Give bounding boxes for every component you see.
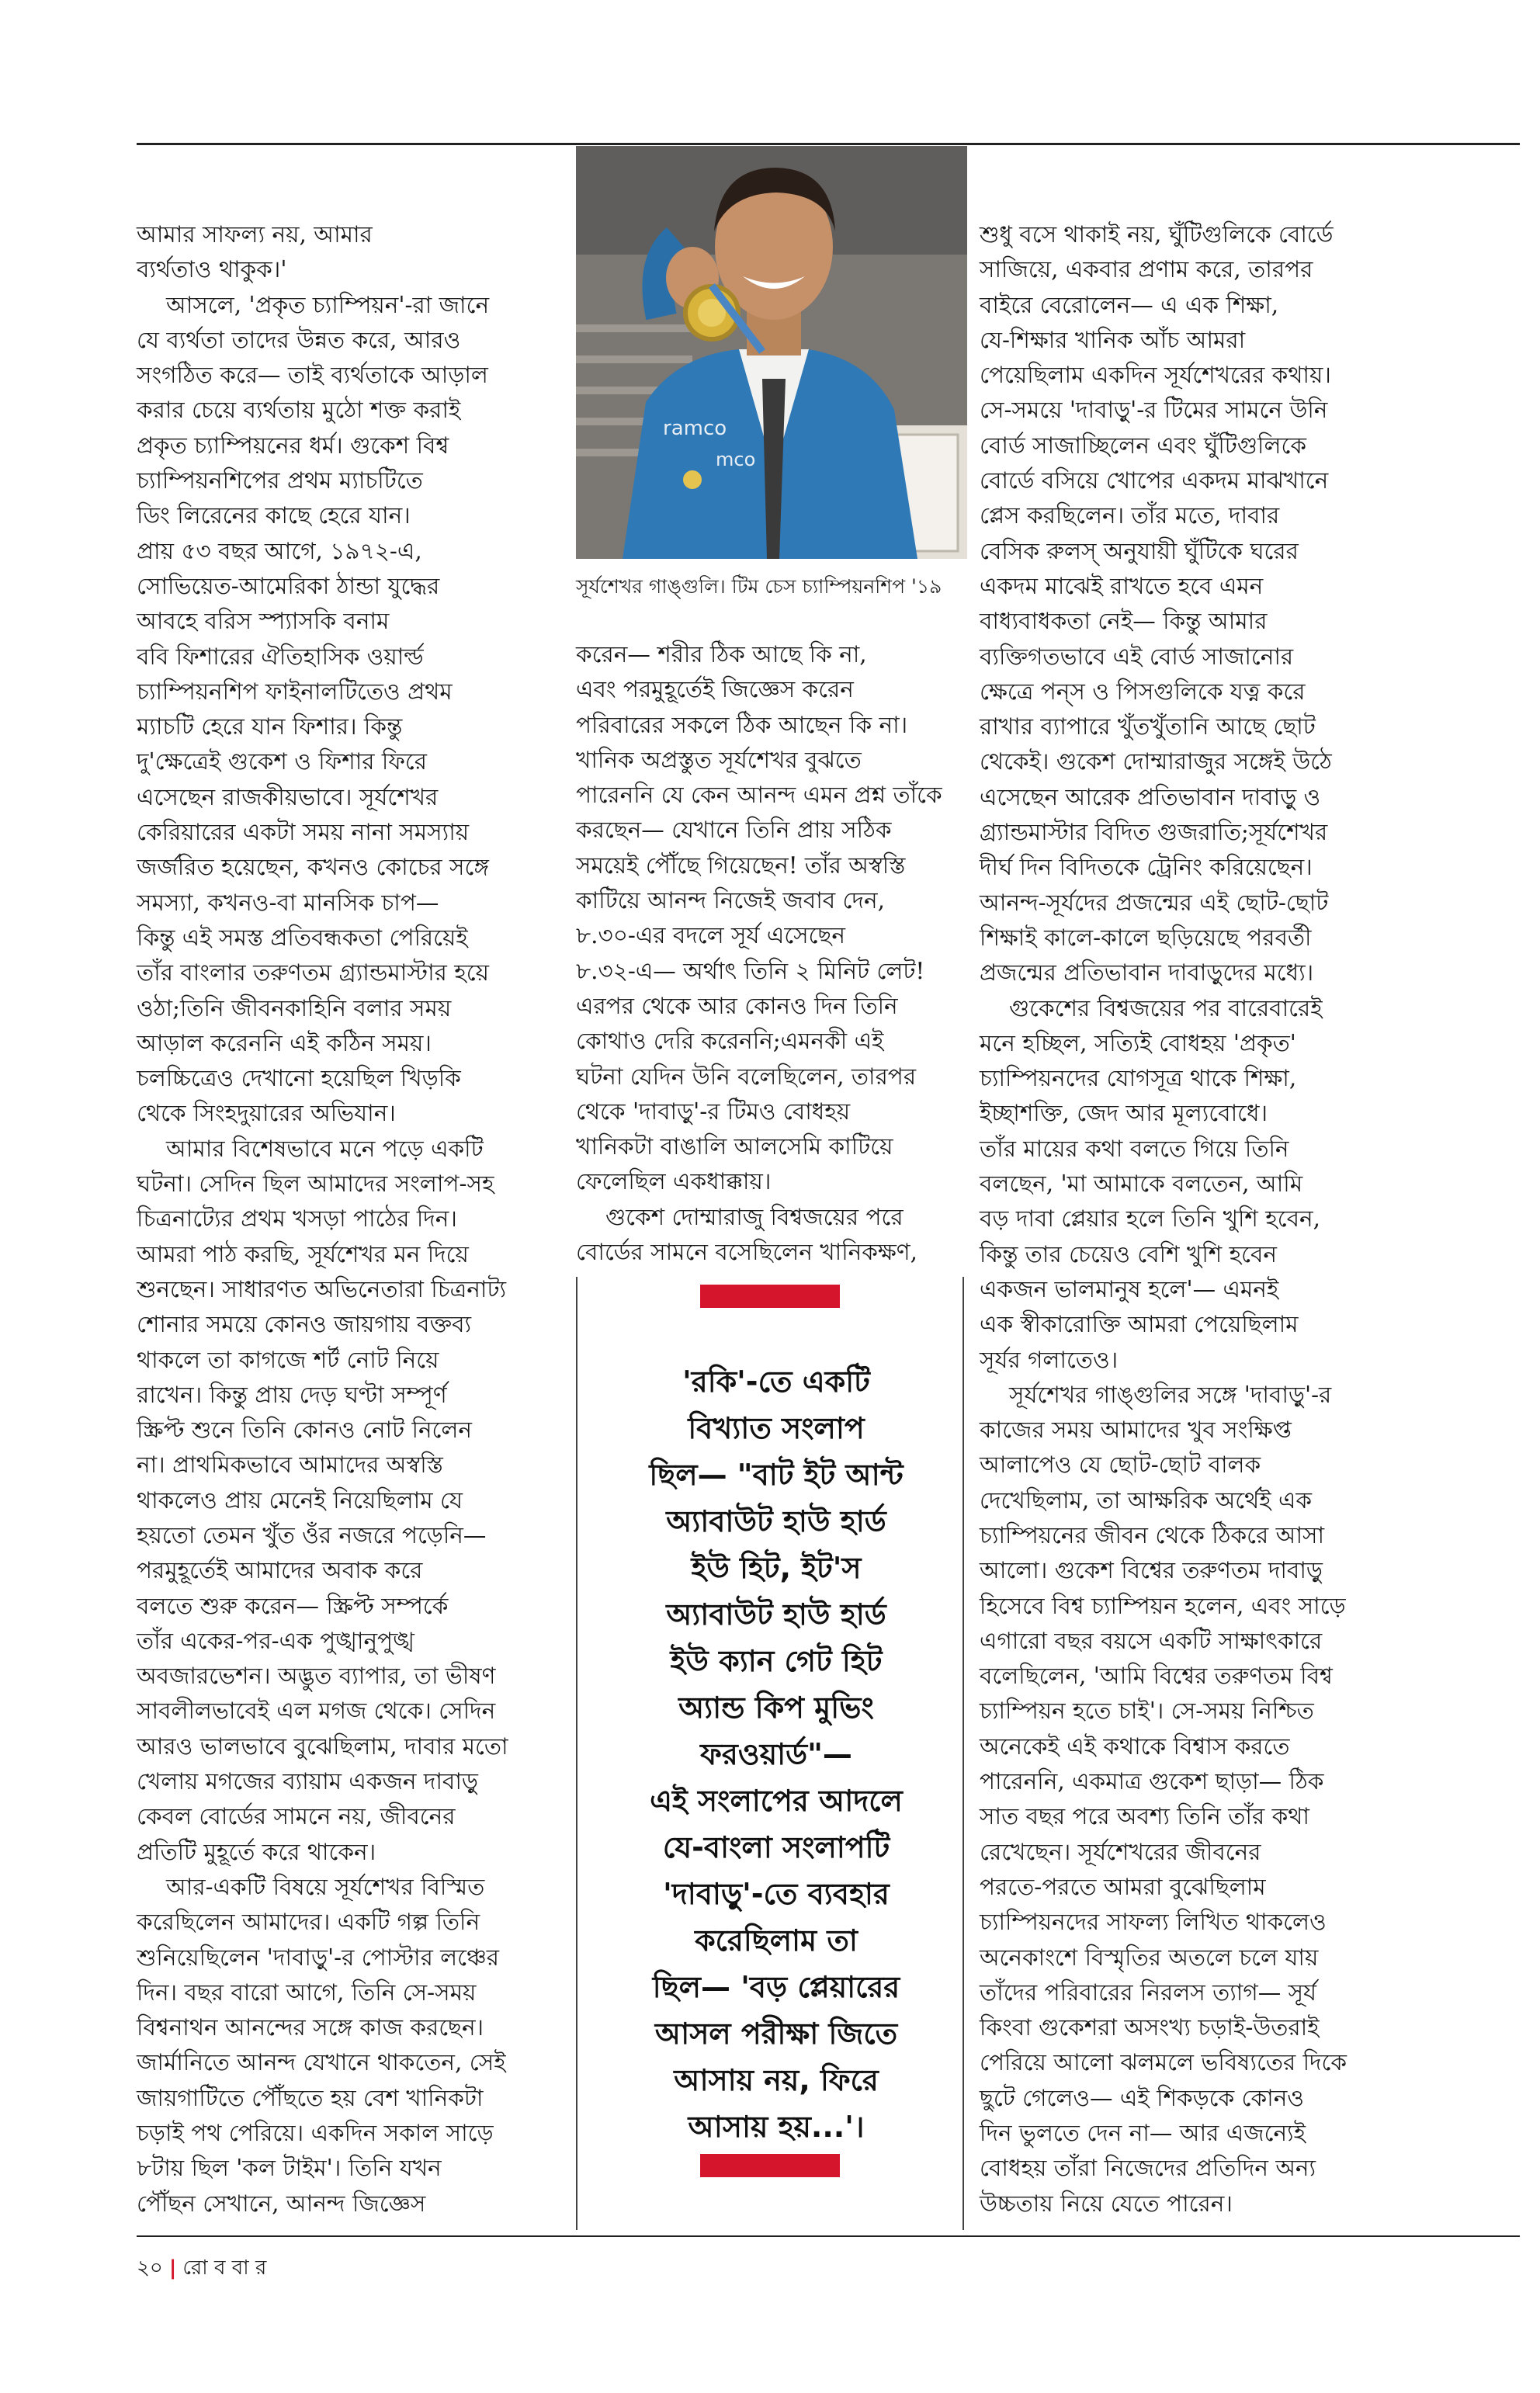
pullquote-line: এই সংলাপের আদলে — [650, 1784, 903, 1818]
text-line: কেবল বোর্ডের সামনে নয়, জীবনের — [137, 1803, 456, 1830]
text-line: এসেছেন রাজকীয়ভাবে। সূর্যশেখর — [137, 783, 439, 810]
photo-caption: সূর্যশেখর গাঙ্গুলি। টিম চেস চ্যাম্পিয়নশিপ '১৯ — [576, 575, 942, 598]
paragraph — [137, 217, 571, 288]
text-line: খানিক অপ্রস্তুত সূর্যশেখর বুঝতে — [576, 746, 862, 773]
pullquote-line: অ্যাবাউট হাউ হার্ড — [666, 1504, 886, 1538]
text-line: আসলে, 'প্রকৃত চ্যাম্পিয়ন'-রা জানে — [166, 291, 490, 318]
text-line: করেছিলেন আমাদের। একটি গল্প তিনি — [137, 1909, 480, 1936]
paragraph — [980, 991, 1414, 1378]
text-line: কাজের সময় আমাদের খুব সংক্ষিপ্ত — [980, 1417, 1292, 1444]
text-line: বাধ্যবাধকতা নেই— কিন্তু আমার — [980, 608, 1268, 635]
text-line: রাখার ব্যাপারে খুঁতখুঁতানি আছে ছোট — [980, 713, 1316, 740]
text-line: সাজিয়ে, একবার প্রণাম করে, তারপর — [980, 256, 1313, 283]
text-line: ডিং লিরেনের কাছে হেরে যান। — [137, 502, 411, 529]
text-line: বোর্ড সাজাচ্ছিলেন এবং ঘুঁটিগুলিকে — [980, 432, 1306, 459]
text-line: দেখেছিলাম, তা আক্ষরিক অর্থেই এক — [980, 1486, 1313, 1514]
text-line: তাঁর একের-পর-এক পুঙ্খানুপুঙ্খ — [137, 1627, 414, 1654]
text-line: কিন্তু তার চেয়েও বেশি খুশি হবেন — [980, 1240, 1277, 1268]
text-line: আর-একটি বিষয়ে সূর্যশেখর বিস্মিত — [166, 1873, 485, 1900]
text-line: কেরিয়ারের একটা সময় নানা সমস্যায় — [137, 819, 470, 846]
text-line: চিত্রনাট্যের প্রথম খসড়া পাঠের দিন। — [137, 1205, 457, 1233]
pullquote-line: 'রকি'-তে একটি — [682, 1365, 870, 1399]
text-line: দিন ভুলতে দেন না— আর এজন্যেই — [980, 2120, 1306, 2147]
text-line: খেলায় মগজের ব্যায়াম একজন দাবাড়ু — [137, 1768, 478, 1795]
text-line: ব্যর্থতাও থাকুক।' — [137, 256, 287, 283]
text-line: থাকলে তা কাগজে শর্ট নোট নিয়ে — [137, 1346, 439, 1373]
text-line: অবজারভেশন। অদ্ভুত ব্যাপার, তা ভীষণ — [137, 1663, 496, 1690]
text-line: চড়াই পথ পেরিয়ে। একদিন সকাল সাড়ে — [137, 2120, 494, 2147]
paragraph — [137, 1870, 571, 2221]
text-line: ম্যাচটি হেরে যান ফিশার। কিন্তু — [137, 713, 403, 740]
pullquote-line: আসায় হয়...'। — [688, 2110, 865, 2144]
text-line: ৮টায় ছিল 'কল টাইম'। তিনি যখন — [137, 2155, 442, 2182]
pullquote-line: ছিল— "বাট ইট আন্ট — [649, 1458, 904, 1492]
magazine-name: রো ব বা র — [182, 2256, 267, 2280]
text-line: অনেকেই এই কথাকে বিশ্বাস করতে — [980, 1732, 1290, 1760]
text-line: স্ক্রিপ্ট শুনে তিনি কোনও নোট নিলেন — [137, 1417, 472, 1444]
text-line: তাঁর মায়ের কথা বলতে গিয়ে তিনি — [980, 1135, 1289, 1162]
pullquote-line: করেছিলাম তা — [695, 1923, 858, 1958]
text-line: আমার সাফল্য নয়, আমার — [137, 221, 373, 248]
text-line: বোর্ডের সামনে বসেছিলেন খানিকক্ষণ, — [576, 1239, 917, 1266]
text-line: আড়াল করেননি এই কঠিন সময়। — [137, 1029, 432, 1056]
text-line: বিশ্বনাথন আনন্দের সঙ্গে কাজ করছেন। — [137, 2014, 484, 2041]
text-line: শোনার সময়ে কোনও জায়গায় বক্তব্য — [137, 1311, 472, 1338]
text-line: পারেননি যে কেন আনন্দ এমন প্রশ্ন তাঁকে — [576, 782, 942, 809]
text-line: হয়তো তেমন খুঁত ওঁর নজরে পড়েনি— — [137, 1521, 487, 1549]
text-line: পেয়েছিলাম একদিন সূর্যশেখরের কথায়। — [980, 362, 1331, 389]
jacket-logo-text: ramco — [663, 417, 727, 440]
text-line: চ্যাম্পিয়নদের যোগসূত্র থাকে শিক্ষা, — [980, 1065, 1297, 1092]
text-line: শিক্ষাই কালে-কালে ছড়িয়েছে পরবর্তী — [980, 924, 1312, 951]
pullquote-bottom-bar — [700, 2154, 840, 2177]
text-line: সময়েই পৌঁছে গিয়েছেন! তাঁর অস্বস্তি — [576, 851, 906, 879]
text-line: থেকে সিংহদুয়ারের অভিযান। — [137, 1100, 396, 1127]
text-line: থেকেই। গুকেশ দোম্মারাজুর সঙ্গেই উঠে — [980, 748, 1332, 775]
text-line: গুকেশের বিশ্বজয়ের পর বারেবারেই — [1009, 994, 1323, 1021]
text-line: প্রায় ৫৩ বছর আগে, ১৯৭২-এ, — [137, 537, 422, 564]
text-line: এবং পরমুহূর্তেই জিজ্ঞেস করেন — [576, 676, 854, 703]
text-line: আলো। গুকেশ বিশ্বের তরুণতম দাবাড়ু — [980, 1557, 1323, 1584]
text-line: সমস্যা, কখনও-বা মানসিক চাপ— — [137, 889, 439, 916]
text-line: ঘটনা যেদিন উনি বলেছিলেন, তারপর — [576, 1063, 917, 1090]
text-line: তাঁদের পরিবারের নিরলস ত্যাগ— সূর্য — [980, 1979, 1317, 2006]
text-line: থেকে 'দাবাড়ু'-র টিমও বোধহয় — [576, 1098, 851, 1125]
text-line: কাটিয়ে আনন্দ নিজেই জবাব দেন, — [576, 887, 886, 914]
text-line: প্রতিটি মুহূর্তে করে থাকেন। — [137, 1838, 376, 1865]
pullquote-line: ইউ ক্যান গেট হিট — [670, 1644, 883, 1678]
text-line: আমরা পাঠ করছি, সূর্যশেখর মন দিয়ে — [137, 1240, 469, 1268]
pullquote-line: ইউ হিট, ইট'স — [691, 1551, 862, 1585]
article-photo — [576, 146, 967, 559]
article-column-1 — [137, 217, 571, 2221]
text-line: যে-শিক্ষার খানিক আঁচ আমরা — [980, 326, 1246, 353]
text-line: আবহে বরিস স্প্যাসকি বনাম — [137, 608, 390, 635]
text-line: চ্যাম্পিয়নের জীবন থেকে ঠিকরে আসা — [980, 1521, 1325, 1549]
text-line: পরিবারের সকলে ঠিক আছেন কি না। — [576, 711, 908, 738]
text-line: দীর্ঘ দিন বিদিতকে ট্রেনিং করিয়েছেন। — [980, 854, 1313, 881]
text-line: চলচ্চিত্রেও দেখানো হয়েছিল খিড়কি — [137, 1065, 461, 1092]
text-line: পারেননি, একমাত্র গুকেশ ছাড়া— ঠিক — [980, 1768, 1324, 1795]
text-line: এসেছেন আরেক প্রতিভাবান দাবাড়ু ও — [980, 783, 1321, 810]
text-line: বড় দাবা প্লেয়ার হলে তিনি খুশি হবেন, — [980, 1205, 1321, 1233]
text-line: চ্যাম্পিয়নদের সাফল্য লিখিত থাকলেও — [980, 1909, 1327, 1936]
pullquote-top-bar — [700, 1285, 840, 1308]
paragraph — [576, 637, 964, 1200]
text-line: বলেছিলেন, 'আমি বিশ্বের তরুণতম বিশ্ব — [980, 1663, 1333, 1690]
text-line: চ্যাম্পিয়ন হতে চাই'। সে-সময় নিশ্চিত — [980, 1698, 1314, 1725]
text-line: আলাপেও যে ছোট-ছোট বালক — [980, 1451, 1261, 1479]
text-line: বোধহয় তাঁরা নিজেদের প্রতিদিন অন্য — [980, 2155, 1316, 2182]
text-line: চ্যাম্পিয়নশিপের প্রথম ম্যাচটিতে — [137, 467, 423, 494]
pullquote — [582, 1358, 970, 2150]
text-line: করেন— শরীর ঠিক আছে কি না, — [576, 641, 867, 668]
text-line: আনন্দ-সূর্যদের প্রজন্মের এই ছোট-ছোট — [980, 889, 1329, 916]
text-line: না। প্রাথমিকভাবে আমাদের অস্বস্তি — [137, 1451, 443, 1479]
text-line: রাখেন। কিন্তু প্রায় দেড় ঘণ্টা সম্পূর্ণ — [137, 1381, 447, 1408]
text-line: হিসেবে বিশ্ব চ্যাম্পিয়ন হলেন, এবং সাড়ে — [980, 1592, 1346, 1619]
text-line: আরও ভালভাবে বুঝেছিলাম, দাবার মতো — [137, 1732, 508, 1760]
text-line: সূর্যর গলাতেও। — [980, 1346, 1119, 1373]
text-line: চ্যাম্পিয়নশিপ ফাইনালটিতেও প্রথম — [137, 678, 453, 705]
text-line: ব্যক্তিগতভাবে এই বোর্ড সাজানোর — [980, 643, 1294, 670]
text-line: এগারো বছর বয়সে একটি সাক্ষাৎকারে — [980, 1627, 1323, 1654]
text-line: এক স্বীকারোক্তি আমরা পেয়েছিলাম — [980, 1311, 1299, 1338]
text-line: মনে হচ্ছিল, সত্যিই বোধহয় 'প্রকৃত' — [980, 1029, 1296, 1056]
text-line: ইচ্ছাশক্তি, জেদ আর মূল্যবোধে। — [980, 1100, 1268, 1127]
text-line: শুধু বসে থাকাই নয়, ঘুঁটিগুলিকে বোর্ডে — [980, 221, 1334, 248]
paragraph — [137, 288, 571, 1132]
text-line: বেসিক রুলস্ অনুযায়ী ঘুঁটিকে ঘরের — [980, 537, 1299, 564]
text-line: শুনছেন। সাধারণত অভিনেতারা চিত্রনাট্য — [137, 1275, 507, 1302]
text-line: একদম মাঝেই রাখতে হবে এমন — [980, 572, 1264, 599]
text-line: ক্ষেত্রে পন্‌স ও পিসগুলিকে যত্ন করে — [980, 678, 1306, 705]
text-line: সূর্যশেখর গাঙ্গুলির সঙ্গে 'দাবাড়ু'-র — [1009, 1381, 1332, 1408]
pullquote-line: ফরওয়ার্ড"— — [700, 1737, 852, 1771]
text-line: শুনিয়েছিলেন 'দাবাড়ু'-র পোস্টার লঞ্চের — [137, 1944, 500, 1971]
text-line: কিংবা গুকেশরা অসংখ্য চড়াই-উতরাই — [980, 2014, 1320, 2041]
text-line: আমার বিশেষভাবে মনে পড়ে একটি — [166, 1135, 484, 1162]
text-line: কিন্তু এই সমস্ত প্রতিবন্ধকতা পেরিয়েই — [137, 924, 468, 951]
text-line: ববি ফিশারের ঐতিহাসিক ওয়ার্ল্ড — [137, 643, 424, 670]
text-line: অনেকাংশে বিস্মৃতির অতলে চলে যায় — [980, 1944, 1319, 1971]
bottom-rule — [137, 2235, 1520, 2237]
text-line: সোভিয়েত-আমেরিকা ঠান্ডা যুদ্ধের — [137, 572, 440, 599]
text-line: দিন। বছর বারো আগে, তিনি সে-সময় — [137, 1979, 477, 2006]
text-line: ৮.৩২-এ— অর্থাৎ তিনি ২ মিনিট লেট! — [576, 957, 925, 984]
paragraph — [980, 1378, 1414, 2221]
text-line: যে ব্যর্থতা তাদের উন্নত করে, আরও — [137, 326, 461, 353]
paragraph — [137, 1132, 571, 1870]
pullquote-line: বিখ্যাত সংলাপ — [688, 1411, 865, 1445]
text-line: থাকলেও প্রায় মেনেই নিয়েছিলাম যে — [137, 1486, 463, 1514]
text-line: ঘটনা। সেদিন ছিল আমাদের সংলাপ-সহ — [137, 1170, 494, 1198]
pullquote-line: ছিল— 'বড় প্লেয়ারের — [652, 1970, 900, 2004]
text-line: বাইরে বেরোলেন— এ এক শিক্ষা, — [980, 291, 1279, 318]
text-line: উচ্চতায় নিয়ে যেতে পারেন। — [980, 2190, 1233, 2217]
text-line: ওঠা;তিনি জীবনকাহিনি বলার সময় — [137, 994, 452, 1021]
page-footer — [137, 2255, 266, 2281]
text-line: বোর্ডে বসিয়ে খোপের একদম মাঝখানে — [980, 467, 1329, 494]
text-line: খানিকটা বাঙালি আলসেমি কাটিয়ে — [576, 1133, 893, 1160]
text-line: ছুটে গেলেও— এই শিকড়কে কোনও — [980, 2084, 1305, 2111]
text-line: ৮.৩০-এর বদলে সূর্য এসেছেন — [576, 922, 846, 949]
text-line: পরমুহূর্তেই আমাদের অবাক করে — [137, 1557, 423, 1584]
text-line: প্রজন্মের প্রতিভাবান দাবাড়ুদের মধ্যে। — [980, 959, 1314, 987]
page-number: ২০ — [137, 2256, 163, 2280]
text-line: তাঁর বাংলার তরুণতম গ্র্যান্ডমাস্টার হয়ে — [137, 959, 489, 987]
pullquote-line: অ্যান্ড কিপ মুভিং — [678, 1691, 874, 1725]
text-line: একজন ভালমানুষ হলে'— এমনই — [980, 1275, 1279, 1302]
text-line: সংগঠিত করে— তাই ব্যর্থতাকে আড়াল — [137, 362, 488, 389]
pullquote-line: আসায় নয়, ফিরে — [674, 2063, 879, 2097]
photo-illustration — [576, 146, 967, 559]
text-line: পৌঁছন সেখানে, আনন্দ জিজ্ঞেস — [137, 2190, 426, 2217]
text-line: সাবলীলভাবেই এল মগজ থেকে। সেদিন — [137, 1698, 496, 1725]
text-line: এরপর থেকে আর কোনও দিন তিনি — [576, 992, 898, 1019]
text-line: কোথাও দেরি করেননি;এমনকী এই — [576, 1028, 884, 1055]
text-line: সে-সময়ে 'দাবাড়ু'-র টিমের সামনে উনি — [980, 397, 1328, 424]
text-line: বলতে শুরু করেন— স্ক্রিপ্ট সম্পর্কে — [137, 1592, 449, 1619]
text-line: গ্র্যান্ডমাস্টার বিদিত গুজরাতি;সূর্যশেখর — [980, 819, 1328, 846]
text-line: বলছেন, 'মা আমাকে বলতেন, আমি — [980, 1170, 1303, 1198]
text-line: জার্মানিতে আনন্দ যেখানে থাকতেন, সেই — [137, 2049, 506, 2076]
text-line: ফেলেছিল একধাক্কায়। — [576, 1168, 772, 1195]
top-rule — [137, 143, 1520, 145]
text-line: প্রকৃত চ্যাম্পিয়নের ধর্ম। গুকেশ বিশ্ব — [137, 432, 449, 459]
text-line: প্লেস করছিলেন। তাঁর মতে, দাবার — [980, 502, 1280, 529]
footer-separator: | — [168, 2256, 177, 2280]
paragraph — [980, 217, 1414, 991]
text-line: করছেন— যেখানে তিনি প্রায় সঠিক — [576, 817, 892, 844]
jacket-logo-text-2: mco — [716, 449, 756, 470]
text-line: জর্জরিত হয়েছেন, কখনও কোচের সঙ্গে — [137, 854, 489, 881]
pullquote-line: যে-বাংলা সংলাপটি — [662, 1830, 890, 1864]
text-line: সাত বছর পরে অবশ্য তিনি তাঁর কথা — [980, 1803, 1309, 1830]
text-line: রেখেছেন। সূর্যশেখরের জীবনের — [980, 1838, 1261, 1865]
pullquote-line: আসল পরীক্ষা জিতে — [654, 2017, 898, 2051]
pullquote-line: 'দাবাড়ু'-তে ব্যবহার — [663, 1877, 890, 1911]
text-line: করার চেয়ে ব্যর্থতায় মুঠো শক্ত করাই — [137, 397, 461, 424]
text-line: গুকেশ দোম্মারাজু বিশ্বজয়ের পরে — [605, 1203, 904, 1230]
article-column-3 — [980, 217, 1414, 2221]
article-column-2 — [576, 637, 964, 1270]
text-line: জায়গাটিতে পৌঁছতে হয় বেশ খানিকটা — [137, 2084, 484, 2111]
pullquote-left-divider — [576, 1277, 578, 2230]
text-line: পেরিয়ে আলো ঝলমলে ভবিষ্যতের দিকে — [980, 2049, 1348, 2076]
text-line: পরতে-পরতে আমরা বুঝেছিলাম — [980, 1873, 1266, 1900]
paragraph — [576, 1200, 964, 1271]
text-line: দু'ক্ষেত্রেই গুকেশ ও ফিশার ফিরে — [137, 748, 427, 775]
pullquote-line: অ্যাবাউট হাউ হার্ড — [666, 1597, 886, 1632]
